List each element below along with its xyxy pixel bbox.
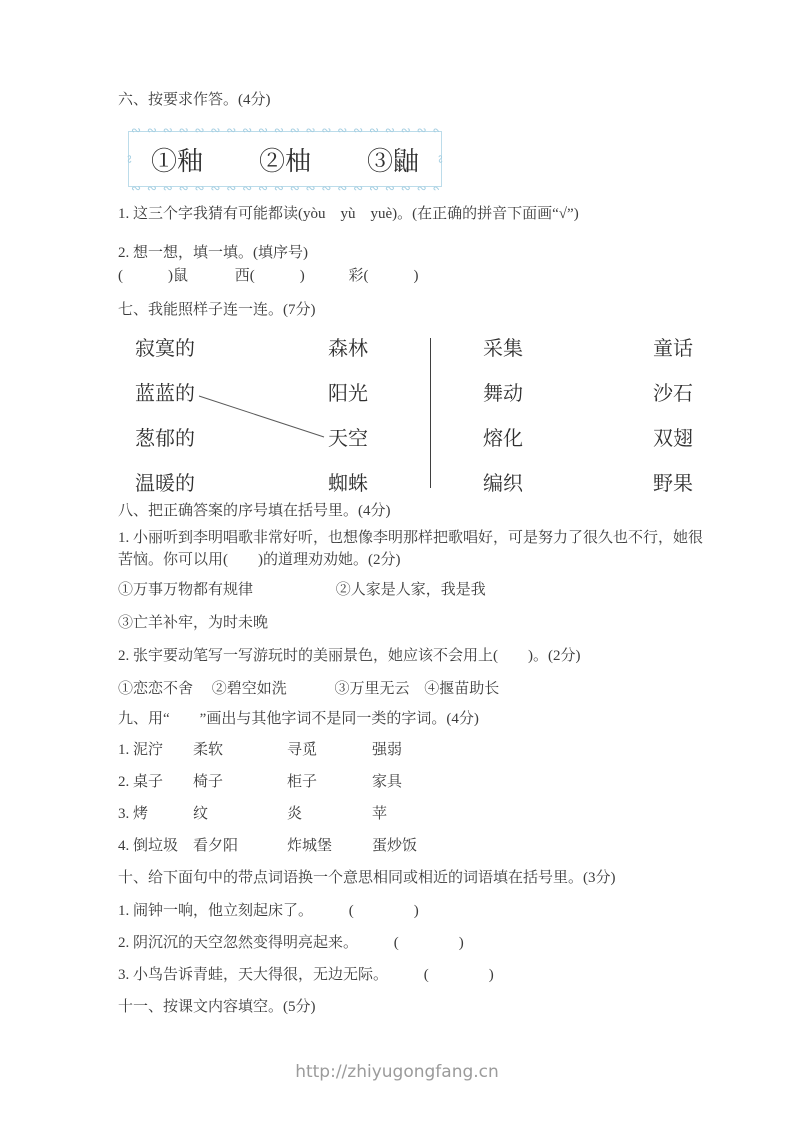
word: 柜子 (287, 774, 318, 790)
match-left-word: 编织 (483, 473, 523, 495)
word: 纹 (193, 806, 209, 822)
option-text: ④揠苗助长 (424, 681, 500, 697)
sentence-text: 1. 闹钟一响，他立刻起床了。 (118, 903, 314, 919)
section-8-q2-options (118, 679, 499, 700)
match-left-word: 温暖的 (135, 473, 195, 495)
match-right-word: 蜘蛛 (328, 473, 368, 495)
match-left-word: 舞动 (483, 383, 523, 405)
section-7-heading: 七、我能照样子连一连。(7分) (118, 302, 316, 318)
section-8-q1-line1: 1. 小丽听到李明唱歌非常好听，也想像李明那样把歌唱好，可是努力了很久也不行，她很 (118, 530, 704, 546)
word: 强弱 (372, 742, 403, 758)
word: 寻觅 (287, 742, 318, 758)
option-text: ①万事万物都有规律 (118, 582, 254, 598)
word: 家具 (372, 774, 403, 790)
footer-url[interactable]: http://zhiyugongfang.cn (295, 1062, 499, 1082)
sentence-text: 2. 阴沉沉的天空忽然变得明亮起来。 (118, 935, 359, 951)
word: 倒垃圾 (133, 838, 179, 854)
row-number: 4. (118, 838, 130, 854)
word: 泥泞 (133, 742, 164, 758)
word: 炸城堡 (287, 838, 333, 854)
column-divider-line (430, 338, 431, 488)
match-right-word: 童话 (653, 338, 693, 360)
section-6-question-1: 1. 这三个字我猜有可能都读(yòu yù yuè)。(在正确的拼音下面画“√”) (118, 206, 579, 222)
match-right-word: 野果 (653, 473, 693, 495)
match-right-word: 天空 (328, 428, 368, 450)
match-left-word: 蓝蓝的 (135, 383, 195, 405)
option-text: ③万里无云 (334, 681, 410, 697)
sentence-item (118, 933, 464, 954)
option-text: ②人家是人家，我是我 (335, 582, 486, 598)
fill-blank-row (118, 266, 419, 287)
section-9-heading: 九、用“ ”画出与其他字词不是同一类的字词。(4分) (118, 711, 479, 727)
section-8-q2: 2. 张宇要动笔写一写游玩时的美丽景色，她应该不会用上( )。(2分) (118, 648, 581, 664)
word: 看夕阳 (193, 838, 239, 854)
section-6-question-2: 2. 想一想，填一填。(填序号) (118, 245, 308, 261)
word: 椅子 (193, 774, 224, 790)
section-10-heading: 十、给下面句中的带点词语换一个意思相同或相近的词语填在括号里。(3分) (118, 870, 616, 886)
match-right-word: 阳光 (328, 383, 368, 405)
match-left-word: 葱郁的 (135, 428, 195, 450)
section-8-q1-line2: 苦恼。你可以用( )的道理劝劝她。(2分) (118, 552, 401, 568)
word: 蛋炒饭 (372, 838, 418, 854)
matching-grid (135, 336, 707, 516)
sentence-item (118, 965, 494, 986)
section-11-heading: 十一、按课文内容填空。(5分) (118, 999, 316, 1015)
option-text: ③亡羊补牢，为时未晚 (118, 615, 269, 631)
word: 桌子 (133, 774, 164, 790)
option-text: ②碧空如洗 (211, 681, 287, 697)
word: 烤 (133, 806, 149, 822)
section-8-q1-options-row2 (118, 613, 268, 634)
match-right-word: 森林 (328, 338, 368, 360)
word: 柔软 (193, 742, 224, 758)
section-8-q1-options-row1 (118, 580, 486, 601)
fill-blank-cai: 彩( ) (348, 268, 419, 284)
section-6-heading: 六、按要求作答。(4分) (118, 92, 271, 108)
row-number: 2. (118, 774, 130, 790)
sentence-text: 3. 小鸟告诉青蛙，天大得很，无边无际。 (118, 967, 389, 983)
matching-exercise (135, 336, 707, 495)
section-8-heading: 八、把正确答案的序号填在括号里。(4分) (118, 503, 391, 519)
answer-blank: ( ) (423, 967, 494, 983)
row-number: 3. (118, 806, 130, 822)
word-row (118, 772, 402, 793)
box-character-1: ∾ ∾ ∾ ∾ ∾ ∾ ∾ ∾ ∾ ∾ ∾ ∾ ∾ ∾ ∾ ∾ ∾ ∾ ∾ ∾ ∾ ①釉 (151, 146, 204, 176)
word: 炎 (287, 806, 303, 822)
fill-blank-xi: 西( ) (234, 268, 305, 284)
match-right-word: 双翅 (653, 428, 693, 450)
match-right-word: 沙石 (653, 383, 693, 405)
answer-blank: ( ) (348, 903, 419, 919)
character-box (128, 131, 442, 187)
word: 苹 (372, 806, 388, 822)
word-row (118, 836, 417, 857)
row-number: 1. (118, 742, 130, 758)
match-left-word: 寂寞的 (135, 338, 195, 360)
option-text: ①恋恋不舍 (118, 681, 194, 697)
match-left-word: 采集 (483, 338, 523, 360)
character-box-inner (129, 132, 441, 186)
fill-blank-shu: ( )鼠 (118, 268, 188, 284)
answer-blank: ( ) (393, 935, 464, 951)
word-row (118, 804, 387, 825)
word-row (118, 740, 402, 761)
box-character-3: ③鼬 (366, 146, 419, 176)
box-character-2: ②柚 (258, 146, 311, 176)
sentence-item (118, 901, 419, 922)
match-left-word: 熔化 (483, 428, 523, 450)
